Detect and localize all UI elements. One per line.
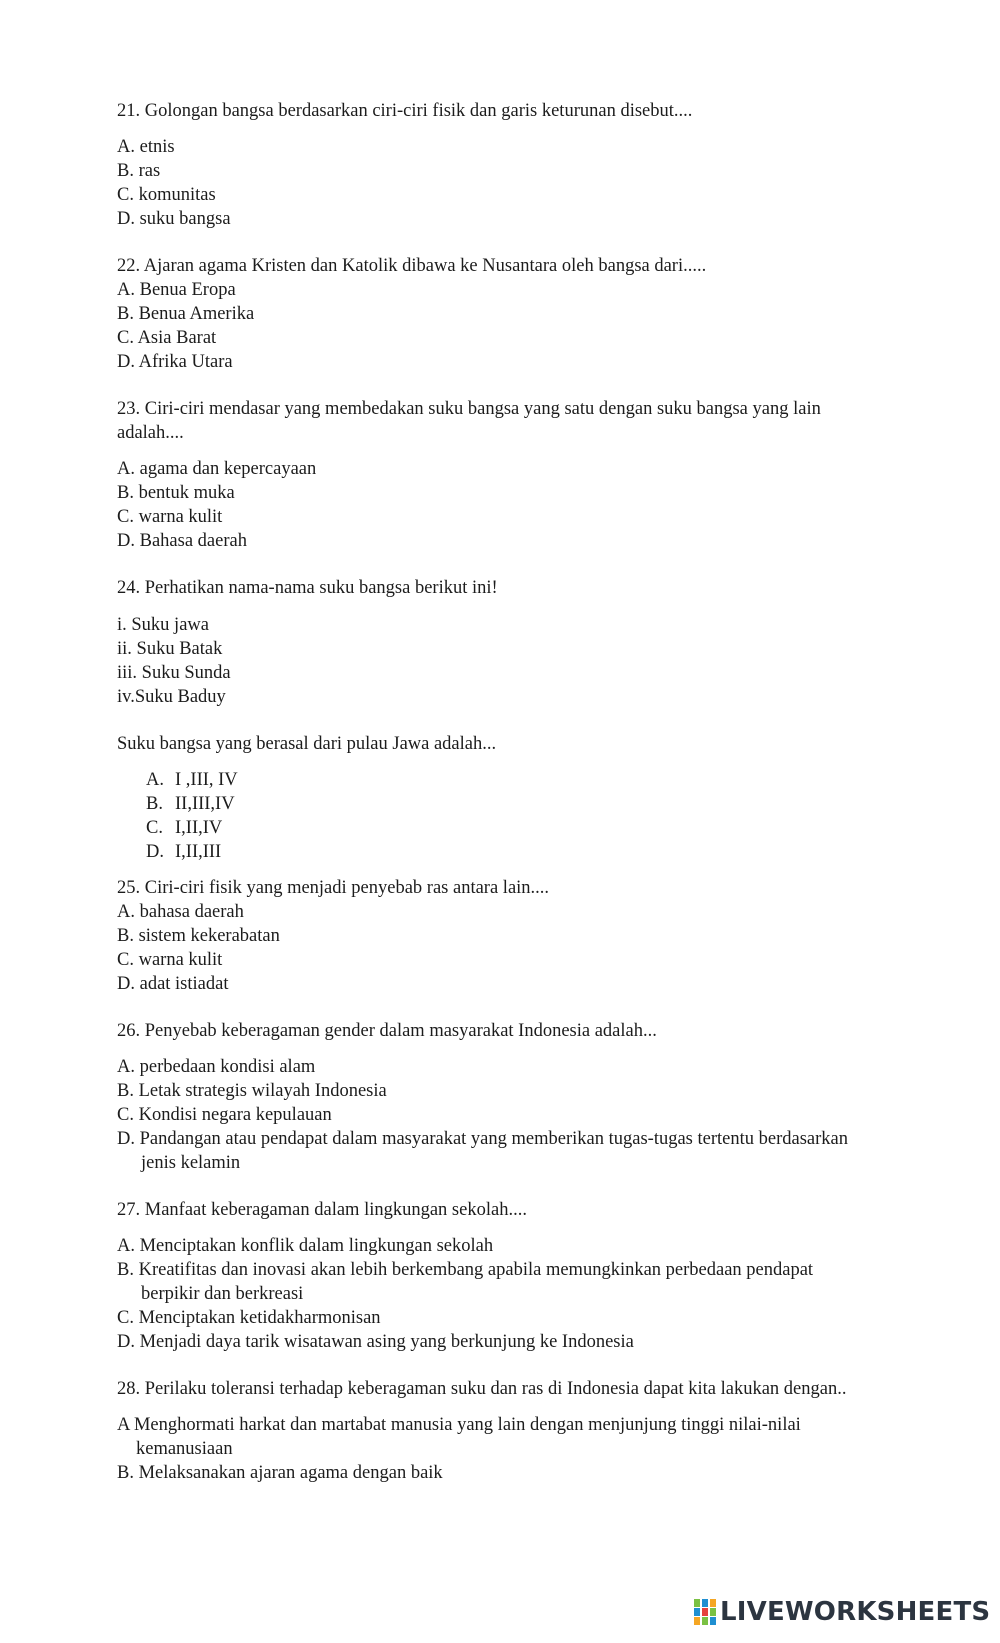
q24-option-a-letter: A.: [146, 770, 164, 790]
liveworksheets-brand[interactable]: [693, 1595, 993, 1629]
question-25-text: 25. Ciri-ciri fisik yang menjadi penyebab ras antara lain....: [117, 878, 550, 898]
q23-option-a: A. agama dan kepercayaan: [117, 459, 317, 479]
question-24-text: 24. Perhatikan nama-nama suku bangsa berikut ini!: [117, 578, 498, 598]
q21-option-a: A. etnis: [117, 137, 175, 157]
q24-option-d-letter: D.: [146, 842, 164, 862]
q24-option-b-text: II,III,IV: [175, 794, 235, 814]
question-23-text-line2: adalah....: [117, 423, 184, 443]
question-27-text: 27. Manfaat keberagaman dalam lingkungan sekolah....: [117, 1200, 527, 1220]
q27-option-c: C. Menciptakan ketidakharmonisan: [117, 1308, 381, 1328]
q22-option-c: C. Asia Barat: [117, 328, 217, 348]
q21-option-b: B. ras: [117, 161, 161, 181]
logo-tile-green-2: [710, 1608, 716, 1616]
q26-option-d: D. Pandangan atau pendapat dalam masyarakat yang memberikan tugas-tugas tertentu berdasarkan: [117, 1129, 848, 1149]
q23-option-d: D. Bahasa daerah: [117, 531, 247, 551]
q22-option-b: B. Benua Amerika: [117, 304, 255, 324]
q24-option-c-text: I,II,IV: [175, 818, 223, 838]
q21-option-d: D. suku bangsa: [117, 209, 231, 229]
q28-option-a-continuation: kemanusiaan: [136, 1439, 233, 1459]
logo-tile-orange-2: [694, 1617, 700, 1625]
q28-option-a: A Menghormati harkat dan martabat manusia yang lain dengan menjunjung tinggi nilai-nilai: [117, 1415, 801, 1435]
q24-prompt: Suku bangsa yang berasal dari pulau Jawa adalah...: [117, 734, 497, 754]
liveworksheets-logo-icon: [693, 1598, 718, 1626]
q26-option-a: A. perbedaan kondisi alam: [117, 1057, 316, 1077]
q26-option-b: B. Letak strategis wilayah Indonesia: [117, 1081, 387, 1101]
q25-option-d: D. adat istiadat: [117, 974, 229, 994]
logo-tile-blue: [702, 1599, 708, 1607]
q27-option-d: D. Menjadi daya tarik wisatawan asing yang berkunjung ke Indonesia: [117, 1332, 634, 1352]
q25-option-b: B. sistem kekerabatan: [117, 926, 280, 946]
logo-tile-green-3: [702, 1617, 708, 1625]
q24-option-d-text: I,II,III: [175, 842, 222, 862]
q24-option-b-letter: B.: [146, 794, 163, 814]
question-21-text: 21. Golongan bangsa berdasarkan ciri-ciri fisik dan garis keturunan disebut....: [117, 101, 693, 121]
q27-option-b-continuation: berpikir dan berkreasi: [141, 1284, 304, 1304]
question-26-text: 26. Penyebab keberagaman gender dalam masyarakat Indonesia adalah...: [117, 1021, 657, 1041]
q25-option-c: C. warna kulit: [117, 950, 223, 970]
q26-option-c: C. Kondisi negara kepulauan: [117, 1105, 332, 1125]
liveworksheets-wordmark: LIVEWORKSHEETS: [720, 1596, 991, 1627]
q25-option-a: A. bahasa daerah: [117, 902, 244, 922]
q28-option-b: B. Melaksanakan ajaran agama dengan baik: [117, 1463, 443, 1483]
logo-tile-red: [702, 1608, 708, 1616]
question-23-text-line1: 23. Ciri-ciri mendasar yang membedakan suku bangsa yang satu dengan suku bangsa yang lain: [117, 399, 821, 419]
question-28-text: 28. Perilaku toleransi terhadap keberagaman suku dan ras di Indonesia dapat kita lakukan dengan..: [117, 1379, 847, 1399]
q23-option-b: B. bentuk muka: [117, 483, 235, 503]
question-22-text: 22. Ajaran agama Kristen dan Katolik dibawa ke Nusantara oleh bangsa dari.....: [117, 256, 707, 276]
q24-item-iv: iv.Suku Baduy: [117, 687, 226, 707]
q27-option-a: A. Menciptakan konflik dalam lingkungan sekolah: [117, 1236, 494, 1256]
logo-tile-blue-3: [710, 1617, 716, 1625]
q26-option-d-continuation: jenis kelamin: [141, 1153, 241, 1173]
q24-option-a-text: I ,III, IV: [175, 770, 238, 790]
q27-option-b: B. Kreatifitas dan inovasi akan lebih berkembang apabila memungkinkan perbedaan pendapat: [117, 1260, 814, 1280]
q24-item-ii: ii. Suku Batak: [117, 639, 223, 659]
logo-tile-green: [694, 1599, 700, 1607]
q24-option-c-letter: C.: [146, 818, 163, 838]
q24-item-i: i. Suku jawa: [117, 615, 209, 635]
logo-tile-blue-2: [694, 1608, 700, 1616]
logo-tile-orange: [710, 1599, 716, 1607]
q22-option-a: A. Benua Eropa: [117, 280, 236, 300]
q24-item-iii: iii. Suku Sunda: [117, 663, 231, 683]
q23-option-c: C. warna kulit: [117, 507, 223, 527]
q22-option-d: D. Afrika Utara: [117, 352, 233, 372]
q21-option-c: C. komunitas: [117, 185, 216, 205]
